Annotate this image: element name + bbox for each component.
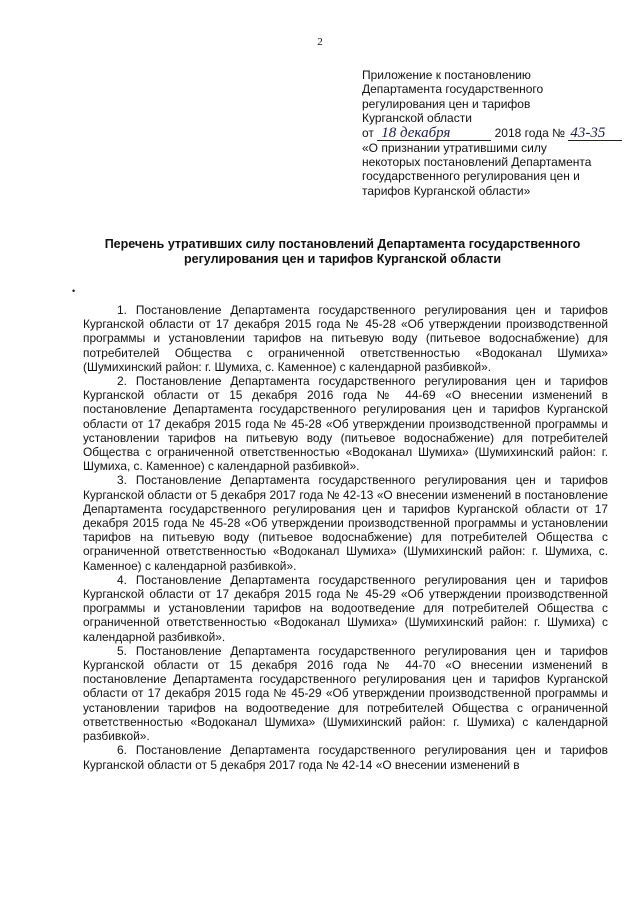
list-item: 5. Постановление Департамента государственного регулирования цен и тарифов Курганской области от 15 декабря 2016 года № 44-70 «О внесении изменений в постановление Департамента государственного регулирования цен и тарифов Курганской области от 17 декабря 2015 года № 45-29 «Об утверждении производственной программы и установлении тарифов на водоотведение для потребителей Общества с ограниченной ответственностью «Водоканал Шумиха» (Шумихинский район: г. Шумиха) с календарной разбивкой».	[83, 643, 608, 744]
appendix-subject-line: «О признании утратившими силу	[362, 140, 547, 155]
appendix-date-line	[362, 126, 624, 141]
list-item: 6. Постановление Департамента государственного регулирования цен и тарифов Курганской области от 5 декабря 2017 года № 42-14 «О внесении изменений в	[83, 743, 608, 772]
page-number: 2	[317, 36, 323, 48]
list-item: 1. Постановление Департамента государственного регулирования цен и тарифов Курганской области от 17 декабря 2015 года № 45-28 «Об утверждении производственной программы и установлении тарифов на питьевую воду (питьевое водоснабжение) для потребителей Общества с ограниченной ответственностью «Водоканал Шумиха» (Шумихинский район: г. Шумиха, с. Каменное) с календарной разбивкой».	[83, 303, 608, 374]
document-title: Перечень утративших силу постановлений Департамента государственного регулирования цен и тарифов Курганской области	[104, 237, 581, 266]
appendix-line: Приложение к постановлению	[362, 68, 531, 82]
appendix-line: Департамента государственного	[362, 82, 544, 97]
handwritten-date: 18 декабря	[377, 127, 491, 141]
list-item: 3. Постановление Департамента государственного регулирования цен и тарифов Курганской области от 5 декабря 2017 года № 42-13 «О внесении изменений в постановление Департамента государственного регулирования цен и тарифов Курганской области от 17 декабря 2015 года № 45-28 «Об утверждении производственной программы и установлении тарифов на питьевую воду (питьевое водоснабжение) для потребителей Общества с ограниченной ответственностью «Водоканал Шумиха» (Шумихинский район: г. Шумиха, с. Каменное) с календарной разбивкой».	[83, 473, 608, 573]
handwritten-number: 43-35	[568, 127, 622, 141]
document-body	[83, 303, 608, 772]
appendix-block	[362, 68, 624, 198]
appendix-subject-line: некоторых постановлений Департамента	[362, 155, 592, 170]
appendix-line: регулирования цен и тарифов	[362, 96, 531, 111]
appendix-line: Курганской области	[362, 111, 472, 126]
year-text: 2018 года №	[494, 125, 566, 140]
appendix-subject-line: тарифов Курганской области»	[362, 183, 531, 198]
speck-mark: •	[72, 286, 76, 296]
appendix-subject-line: государственного регулирования цен и	[362, 169, 580, 184]
date-prefix: от	[362, 125, 374, 140]
list-item: 2. Постановление Департамента государственного регулирования цен и тарифов Курганской области от 15 декабря 2016 года № 44-69 «О внесении изменений в постановление Департамента государственного регулирования цен и тарифов Курганской области от 17 декабря 2015 года № 45-28 «Об утверждении производственной программы и установлении тарифов на питьевую воду (питьевое водоснабжение) для потребителей Общества с ограниченной ответственностью «Водоканал Шумиха» (Шумихинский район: г. Шумиха, с. Каменное) с календарной разбивкой».	[83, 374, 608, 474]
list-item: 4. Постановление Департамента государственного регулирования цен и тарифов Курганской области от 17 декабря 2015 года № 45-29 «Об утверждении производственной программы и установлении тарифов на водоотведение для потребителей Общества с ограниченной ответственностью «Водоканал Шумиха» (Шумихинский район: г. Шумиха) с календарной разбивкой».	[83, 572, 608, 644]
